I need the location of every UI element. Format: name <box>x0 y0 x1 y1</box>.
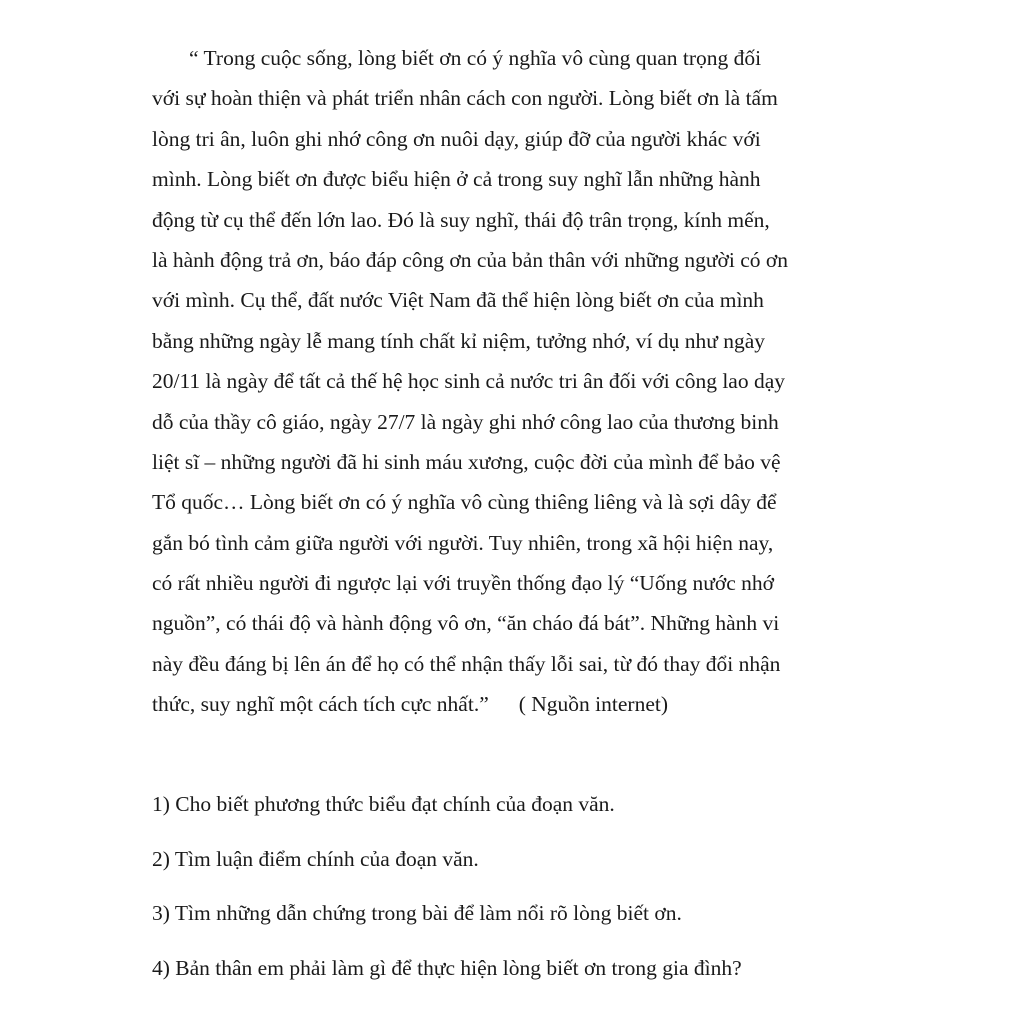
passage-line-14: có rất nhiều người đi ngược lại với truyền thống đạo lý “Uống nước nhớ <box>152 571 775 596</box>
passage-line-15: nguồn”, có thái độ và hành động vô ơn, “ăn cháo đá bát”. Những hành vi <box>152 611 780 636</box>
passage-line-9: 20/11 là ngày để tất cả thế hệ học sinh cả nước tri ân đối với công lao dạy <box>152 369 786 394</box>
passage-line-3: lòng tri ân, luôn ghi nhớ công ơn nuôi dạy, giúp đỡ của người khác với <box>152 126 761 151</box>
passage-line-16: này đều đáng bị lên án để họ có thể nhận thấy lỗi sai, từ đó thay đổi nhận <box>152 651 781 676</box>
passage-line-13: gắn bó tình cảm giữa người với người. Tuy nhiên, trong xã hội hiện nay, <box>152 530 774 555</box>
passage-line-12: Tổ quốc… Lòng biết ơn có ý nghĩa vô cùng thiêng liêng và là sợi dây để <box>152 490 777 515</box>
passage-line-17 <box>152 684 872 724</box>
passage-line-8: bằng những ngày lễ mang tính chất kỉ niệm, tưởng nhớ, ví dụ như ngày <box>152 328 766 353</box>
passage-line-4: mình. Lòng biết ơn được biểu hiện ở cả trong suy nghĩ lẫn những hành <box>152 167 761 192</box>
passage-line-6: là hành động trả ơn, báo đáp công ơn của bản thân với những người có ơn <box>152 247 789 272</box>
passage-line-2: với sự hoàn thiện và phát triển nhân cách con người. Lòng biết ơn là tấm <box>152 86 778 111</box>
passage-line-7: với mình. Cụ thể, đất nước Việt Nam đã thể hiện lòng biết ơn của mình <box>152 288 764 313</box>
quoted-passage <box>152 38 872 725</box>
question-list <box>152 784 872 1002</box>
question-2: 2) Tìm luận điểm chính của đoạn văn. <box>152 846 479 871</box>
question-1: 1) Cho biết phương thức biểu đạt chính của đoạn văn. <box>152 792 615 816</box>
passage-last-line: thức, suy nghĩ một cách tích cực nhất.” <box>152 692 489 717</box>
question-3: 3) Tìm những dẫn chứng trong bài để làm nổi rõ lòng biết ơn. <box>152 901 682 925</box>
passage-line-10: dỗ của thầy cô giáo, ngày 27/7 là ngày ghi nhớ công lao của thương binh <box>152 409 779 434</box>
passage-line-1: “ Trong cuộc sống, lòng biết ơn có ý nghĩa vô cùng quan trọng đối <box>189 46 762 70</box>
question-4: 4) Bản thân em phải làm gì để thực hiện lòng biết ơn trong gia đình? <box>152 955 742 980</box>
source-citation: ( Nguồn internet) <box>518 692 669 717</box>
passage-line-5: động từ cụ thể đến lớn lao. Đó là suy nghĩ, thái độ trân trọng, kính mến, <box>152 207 770 232</box>
passage-line-11: liệt sĩ – những người đã hi sinh máu xương, cuộc đời của mình để bảo vệ <box>152 449 781 474</box>
